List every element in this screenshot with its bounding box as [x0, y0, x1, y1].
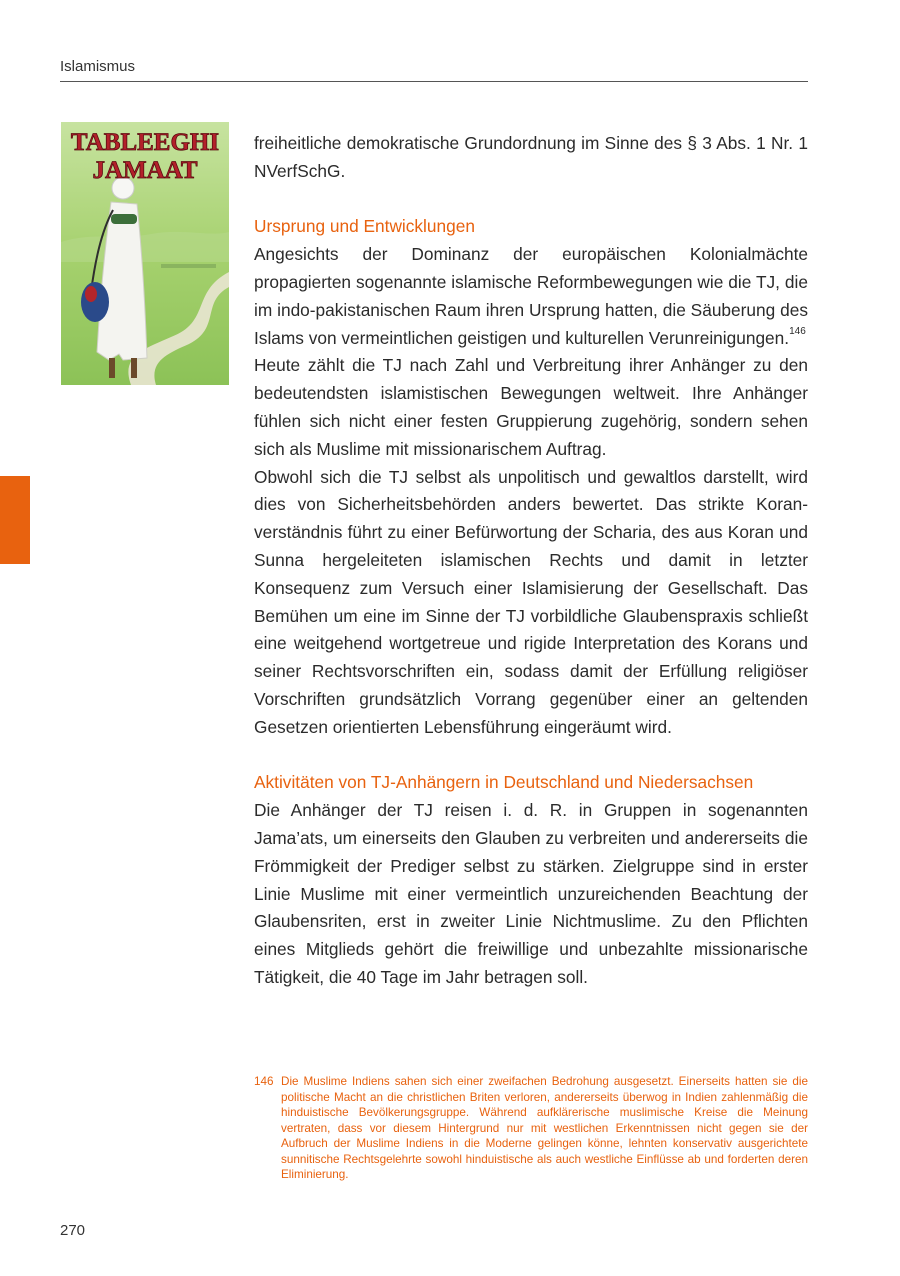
footnote-number: 146 — [254, 1075, 274, 1088]
footnote-text: Die Muslime Indiens sahen sich einer zweifachen Bedrohung ausgesetzt. Einerseits hatten sie die politische Macht an die christlichen Briten verloren, andererseits überwog in Indien zahlenmäßig die hinduistische Bevölkerungsgruppe. Während aufklärerische muslimische Kreise die Meinung vertraten, dass vor diesem Hintergrund nur mit westlichen Erkenntnissen nicht gegen sie der Aufbruch der Muslime Indiens in die Moderne gelingen könne, lehnten konservativ ausgerichtete sunnitische Rechtsgelehrte sowohl hinduistische als auch westliche Einflüsse ab und forderten deren Eliminierung. — [281, 1075, 808, 1181]
footnote-146 — [254, 1074, 808, 1183]
section1-paragraph-2: Heute zählt die TJ nach Zahl und Verbreitung ihrer Anhänger zu den bedeutendsten islamistischen Bewegungen weltweit. Ihre Anhänger fühlen sich nicht einer festen Gruppierung zugehörig, sondern sehen sich als Muslime mit missionarischem Auftrag. — [254, 355, 808, 459]
section2-paragraph-1: Die Anhänger der TJ reisen i. d. R. in Gruppen in sogenannten Jama’ats, um einerseits den Glauben zu verbreiten und andererseits die Frömmigkeit der Prediger selbst zu stärken. Zielgruppe sind in erster Linie Muslime mit einer vermeintlich unzureichenden Beachtung der Glaubensriten, erst in zweiter Linie Nichtmuslime. Zu den Pflichten eines Mitglieds gehört die freiwillige und unbezahlte missionarische Tätigkeit, die 40 Tage im Jahr betragen soll. — [254, 800, 808, 987]
cover-illustration — [61, 122, 229, 385]
intro-paragraph: freiheitliche demokratische Grundordnung im Sinne des § 3 Abs. 1 Nr. 1 NVerfSchG. — [254, 133, 808, 181]
spacer — [254, 186, 808, 214]
section1-paragraph-1-text: Angesichts der Dominanz der europäischen Kolonialmächte propagierten sogenannte islamische Reformbewegungen wie die TJ, die im indo-pakistanischen Raum ihren Ursprung hatten, die Säuberung des Islams von vermeintlichen geistigen und kulturellen Verunreinigungen. — [254, 244, 808, 348]
section-heading-ursprung: Ursprung und Entwicklungen — [254, 216, 475, 237]
chapter-tab-marker — [0, 476, 30, 564]
book-cover-image — [61, 122, 229, 385]
section1-paragraph-1 — [254, 241, 808, 352]
cover-title-line1: TABLEEGHI — [70, 129, 220, 156]
main-text-column — [254, 130, 808, 992]
footnote-reference[interactable]: 146 — [789, 325, 806, 337]
running-head: Islamismus — [60, 58, 136, 75]
cover-title-line2: JAMAAT — [92, 157, 198, 184]
spacer — [254, 742, 808, 770]
section-heading-aktivitaeten: Aktivitäten von TJ-Anhängern in Deutschland und Niedersachsen — [254, 772, 754, 793]
header-rule — [60, 81, 808, 82]
page-number: 270 — [60, 1222, 86, 1239]
section1-paragraph-3: Obwohl sich die TJ selbst als unpolitisch und gewaltlos darstellt, wird dies von Sicherheitsbehörden anders bewertet. Das strikte Koranverständnis führt zu einer Befürwortung der Scharia, des aus Koran und Sunna hergeleiteten islamischen Rechts und damit in letzter Konsequenz zum Versuch einer Islamisierung der Gesellschaft. Das Bemühen um eine im Sinne der TJ vorbildliche Glaubenspraxis schließt eine weitgehend wortgetreue und rigide Interpretation des Korans und seiner Rechtsvorschriften ein, sodass damit der Erfüllung religiöser Vorschriften grundsätzlich Vorrang gegenüber einer an geltenden Gesetzen orientierten Lebensführung eingeräumt wird. — [254, 466, 808, 737]
